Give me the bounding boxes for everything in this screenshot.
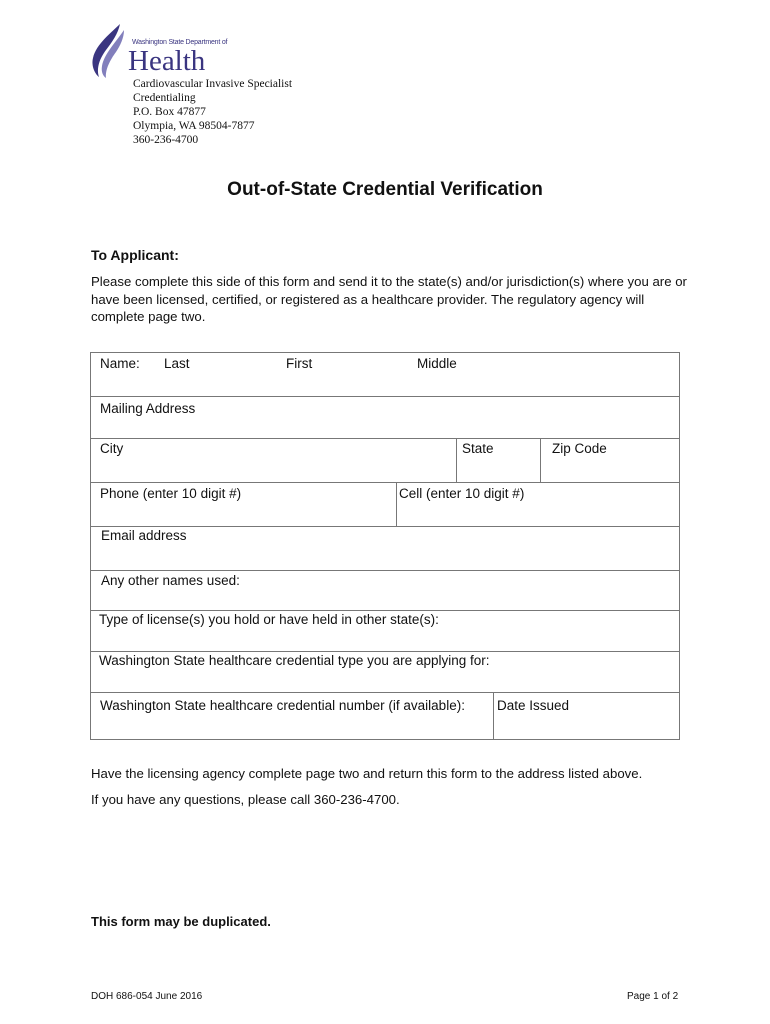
to-applicant-heading: To Applicant: xyxy=(91,247,179,263)
state-field[interactable]: State xyxy=(462,441,494,456)
phone-field[interactable]: Phone (enter 10 digit #) xyxy=(100,486,242,501)
first-name-field[interactable]: First xyxy=(286,356,313,371)
mailing-address-field[interactable]: Mailing Address xyxy=(100,401,196,416)
email-field[interactable]: Email address xyxy=(101,528,187,543)
row-divider xyxy=(91,692,679,693)
other-names-field[interactable]: Any other names used: xyxy=(101,573,240,588)
address-line: P.O. Box 47877 xyxy=(133,106,206,118)
city-field[interactable]: City xyxy=(100,441,124,456)
name-label: Name: xyxy=(100,356,140,371)
cell-phone-field[interactable]: Cell (enter 10 digit #) xyxy=(399,486,525,501)
row-divider xyxy=(91,396,679,397)
row-divider xyxy=(91,651,679,652)
row-divider xyxy=(91,526,679,527)
address-line: 360-236-4700 xyxy=(133,134,199,146)
address-line: Olympia, WA 98504-7877 xyxy=(133,120,255,132)
agency-logo xyxy=(90,22,228,78)
health-flame-icon xyxy=(90,22,130,80)
logo-health-wordmark: Health xyxy=(128,45,206,77)
column-divider xyxy=(540,438,541,482)
column-divider xyxy=(456,438,457,482)
duplication-note: This form may be duplicated. xyxy=(91,914,271,929)
column-divider xyxy=(396,482,397,526)
applicant-form xyxy=(90,352,680,740)
column-divider xyxy=(493,692,494,740)
row-divider xyxy=(91,482,679,483)
page-number: Page 1 of 2 xyxy=(627,991,679,1002)
row-divider xyxy=(91,610,679,611)
zip-code-field[interactable]: Zip Code xyxy=(552,441,607,456)
address-line: Cardiovascular Invasive Specialist xyxy=(133,78,293,90)
return-instructions: Have the licensing agency complete page two and return this form to the address listed above. xyxy=(91,766,643,781)
wa-credential-type-field[interactable]: Washington State healthcare credential type you are applying for: xyxy=(99,653,490,668)
row-divider xyxy=(91,438,679,439)
instructions-paragraph: Please complete this side of this form and send it to the state(s) and/or jurisdiction(s) where you are or have been licensed, certified, or registered as a healthcare provider. The regulatory agency will complete page two. xyxy=(91,274,687,324)
address-line: Credentialing xyxy=(133,92,196,104)
logo-department-text: Washington State Department of xyxy=(132,39,228,46)
page-title: Out-of-State Credential Verification xyxy=(227,179,543,200)
form-number: DOH 686-054 June 2016 xyxy=(91,991,203,1002)
license-types-field[interactable]: Type of license(s) you hold or have held in other state(s): xyxy=(99,612,439,627)
wa-credential-number-field[interactable]: Washington State healthcare credential number (if available): xyxy=(100,698,465,713)
middle-name-field[interactable]: Middle xyxy=(417,356,457,371)
row-divider xyxy=(91,570,679,571)
questions-contact: If you have any questions, please call 360-236-4700. xyxy=(91,792,400,807)
last-name-field[interactable]: Last xyxy=(164,356,190,371)
date-issued-field[interactable]: Date Issued xyxy=(497,698,570,713)
agency-address xyxy=(133,77,292,147)
